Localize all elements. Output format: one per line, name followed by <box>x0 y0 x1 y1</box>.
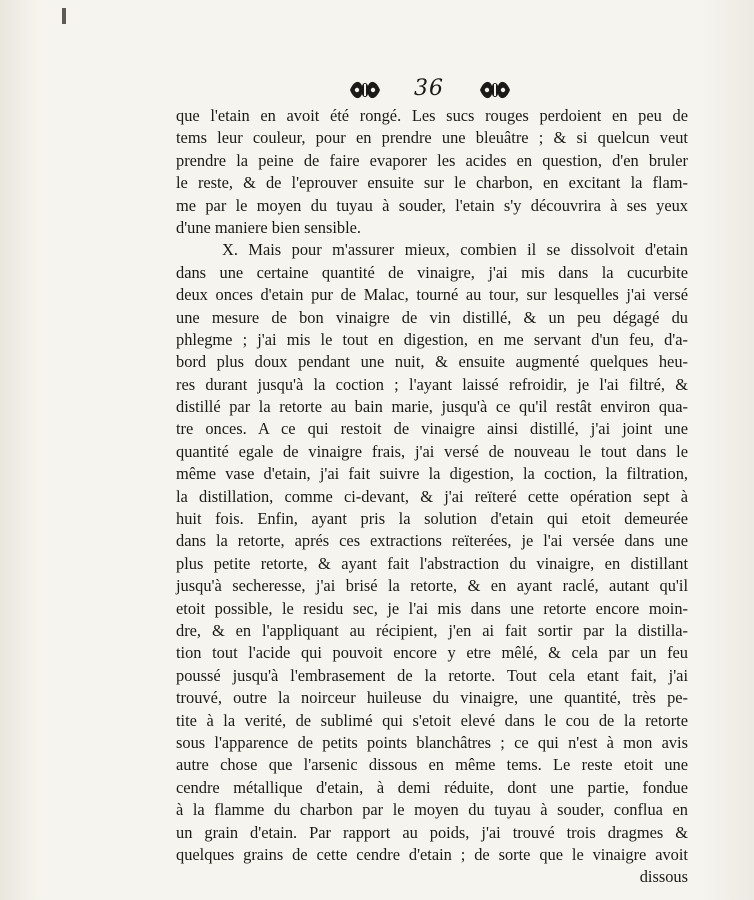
text-line: etoit possible, le residu sec, je l'ai mis dans une retorte encore moin- <box>176 598 688 618</box>
text-line: quantité egale de vinaigre frais, j'ai versé de nouveau le tout dans le <box>176 441 688 461</box>
text-line: tion tout l'acide qui pouvoit encore y etre mêlé, & cela par un feu <box>176 643 688 663</box>
fleuron-ornament-right <box>478 78 512 102</box>
text-line: quelques grains de cette cendre d'etain ; de sorte que le vinaigre avoit <box>176 844 688 864</box>
text-line: sous l'apparence de petits points blanchâtres ; ce qui n'est à mon avis <box>176 732 688 752</box>
catchword: dissous <box>639 867 688 887</box>
text-line: deux onces d'etain pur de Malac, tourné au tour, sur lesquelles j'ai versé <box>176 285 688 305</box>
text-line: trouvé, outre la noirceur huileuse du vinaigre, une quantité, très pe- <box>176 688 688 708</box>
text-line: dans une certaine quantité de vinaigre, j'ai mis dans la cucurbite <box>176 262 688 282</box>
text-line: tite à la verité, de sublimé qui s'etoit elevé dans le cou de la retorte <box>176 710 688 730</box>
text-line: res durant jusqu'à la coction ; l'ayant laissé refroidir, je l'ai filtré, & <box>176 374 688 394</box>
text-line: dans la retorte, aprés ces extractions reïterées, je l'ai versée dans une <box>176 531 688 551</box>
text-line: prendre la peine de faire evaporer les acides en question, d'en bruler <box>176 150 688 170</box>
text-line: jusqu'à secheresse, j'ai brisé la retorte, & en ayant raclé, autant qu'il <box>176 576 688 596</box>
text-line: autre chose que l'arsenic dissous en même tems. Le reste etoit une <box>176 755 688 775</box>
text-line: que l'etain en avoit été rongé. Les sucs rouges perdoient en peu de <box>176 106 688 125</box>
fleuron-ornament-left <box>348 78 382 102</box>
text-line: poussé jusqu'à l'embrasement de la retorte. Tout cela etant fait, j'ai <box>176 665 688 685</box>
text-line: un grain d'etain. Par rapport au poids, j'ai trouvé trois dragmes & <box>176 822 688 842</box>
page-header <box>0 76 754 106</box>
text-line: même vase d'etain, j'ai fait suivre la digestion, la coction, la filtration, <box>176 464 688 484</box>
text-line: huit fois. Enfin, ayant pris la solution d'etain qui etoit demeurée <box>176 509 688 529</box>
text-line: plus petite retorte, & ayant fait l'abstraction du vinaigre, en distillant <box>176 553 688 573</box>
text-line: cendre métallique d'etain, à demi réduite, dont une partie, fondue <box>176 777 688 797</box>
paragraph-start-line: X. Mais pour m'assurer mieux, combien il se dissolvoit d'etain <box>222 240 688 260</box>
text-line: d'une maniere bien sensible. <box>176 217 362 237</box>
text-line: bord plus doux pendant une nuit, & ensuite augmenté quelques heu- <box>176 352 688 372</box>
text-line: dre, & en l'appliquant au récipient, j'en ai fait sortir par la distilla- <box>176 620 688 640</box>
text-line: tre onces. A ce qui restoit de vinaigre ainsi distillé, j'ai joint une <box>176 419 688 439</box>
text-line: la distillation, comme ci-devant, & j'ai reïteré cette opération sept à <box>176 486 688 506</box>
text-line: le reste, & de l'eprouver ensuite sur le charbon, en excitant la flam- <box>176 173 688 193</box>
text-line: me par le moyen du tuyau à souder, l'etain s'y découvrira à ses yeux <box>176 195 688 215</box>
page-number: 36 <box>414 76 444 101</box>
text-line: à la flamme du charbon par le moyen du tuyau à souder, conflua en <box>176 800 688 820</box>
text-line: phlegme ; j'ai mis le tout en digestion, en me servant d'un feu, d'a- <box>176 329 688 349</box>
text-line: distillé par la retorte au bain marie, jusqu'à ce qu'il restât environ qua- <box>176 397 688 417</box>
text-line: tems leur couleur, pour en prendre une bleuâtre ; & si quelcun veut <box>176 128 688 148</box>
text-line: une mesure de bon vinaigre de vin distillé, & un peu dégagé du <box>176 307 688 327</box>
body-text <box>176 105 688 889</box>
binding-mark <box>62 8 66 24</box>
